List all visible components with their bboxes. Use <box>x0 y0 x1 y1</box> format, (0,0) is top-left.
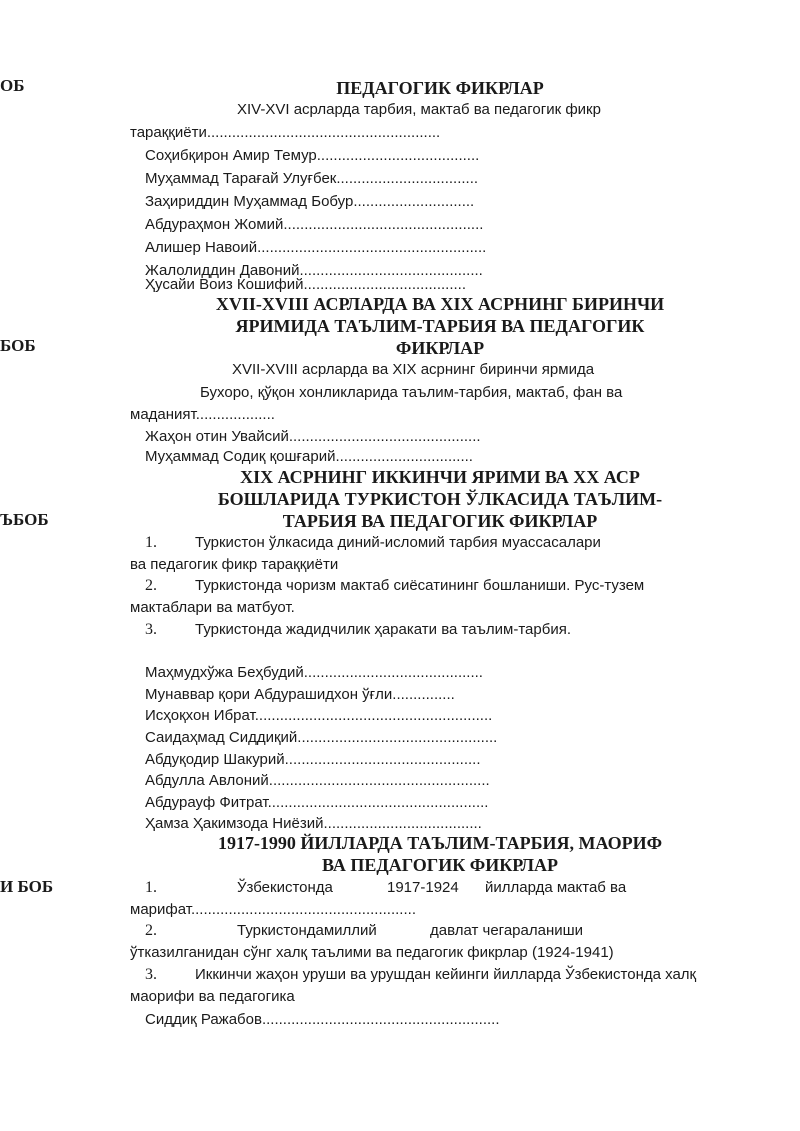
item-number: 2. <box>145 922 157 939</box>
toc-entry: Сиддиқ Ражабов......................................................... <box>145 1011 500 1028</box>
toc-entry: Абдураҳмон Жомий................................................ <box>145 216 484 233</box>
item-text: Ўзбекистонда <box>237 879 333 896</box>
item-text: Иккинчи жаҳон уруши ва урушдан кейинги йилларда Ўзбекистонда халқ <box>195 966 697 983</box>
toc-entry: Мунаввар қори Абдурашидхон ўғли............... <box>145 686 455 703</box>
item-number: 1. <box>145 534 157 551</box>
item-text: Туркистондамиллий <box>237 922 377 939</box>
toc-entry: Саидаҳмад Сиддиқий................................................ <box>145 729 498 746</box>
item-number: 3. <box>145 966 157 983</box>
subtitle-line: тараққиёти........................................................ <box>130 124 441 141</box>
item-number: 1. <box>145 879 157 896</box>
section-heading: ПЕДАГОГИК ФИКРЛАР <box>336 78 544 98</box>
toc-entry: Алишер Навоий....................................................... <box>145 239 487 256</box>
subtitle-line: XIV-XVI асрларда тарбия, мактаб ва педагогик фикр <box>237 101 601 118</box>
section-heading: XVII-XVIII АСРЛАРДА ВА XIX АСРНИНГ БИРИНЧИ <box>215 294 665 314</box>
chapter-label: БОБ <box>0 336 36 355</box>
item-text: марифат...................................................... <box>130 901 416 918</box>
toc-entry: Абдулла Авлоний..................................................... <box>145 772 490 789</box>
item-number: 3. <box>145 621 157 638</box>
toc-entry: Исҳоқхон Ибрат......................................................... <box>145 707 493 724</box>
chapter-label: ОБ <box>0 76 25 95</box>
section-heading: ФИКРЛАР <box>395 338 485 358</box>
toc-entry: Муҳаммад Тарағай Улуғбек.................................. <box>145 170 479 187</box>
section-heading: БОШЛАРИДА ТУРКИСТОН ЎЛКАСИДА ТАЪЛИМ- <box>217 489 663 509</box>
toc-entry: Абдуқодир Шакурий............................................... <box>145 751 481 768</box>
toc-entry: Жаҳон отин Увайсий.............................................. <box>145 428 481 445</box>
item-text: Туркистон ўлкасида диний-исломий тарбия муассасалари <box>195 534 601 551</box>
item-text: ва педагогик фикр тараққиёти <box>130 556 339 573</box>
item-text: мактаблари ва матбуот. <box>130 599 295 616</box>
item-text: ўтказилганидан сўнг халқ таълими ва педагогик фикрлар (1924-1941) <box>130 944 614 961</box>
item-text: давлат чегараланиши <box>430 922 584 939</box>
section-heading: ЯРИМИДА ТАЪЛИМ-ТАРБИЯ ВА ПЕДАГОГИК <box>235 316 645 336</box>
toc-entry: Маҳмудхўжа Беҳбудий........................................... <box>145 664 483 681</box>
section-heading: 1917-1990 ЙИЛЛАРДА ТАЪЛИМ-ТАРБИЯ, МАОРИФ <box>217 833 663 853</box>
toc-entry: Жалолиддин Давоний............................................ <box>145 262 483 279</box>
item-text: Туркистонда жадидчилик ҳаракати ва таълим-тарбия. <box>195 621 572 638</box>
subtitle-line: XVII-XVIII асрларда ва XIX асрнинг биринчи ярмида <box>232 361 595 378</box>
item-number: 2. <box>145 577 157 594</box>
toc-entry: Абдурауф Фитрат..................................................... <box>145 794 489 811</box>
section-heading: ТАРБИЯ ВА ПЕДАГОГИК ФИКРЛАР <box>282 511 598 531</box>
toc-entry: Ҳусайи Воиз Кошифий....................................... <box>145 276 466 293</box>
subtitle-line: Бухоро, қўқон хонликларида таълим-тарбия, мактаб, фан ва <box>200 384 623 401</box>
toc-entry: Муҳаммад Содиқ қошғарий................................. <box>145 448 473 465</box>
chapter-label: И БОБ <box>0 877 54 896</box>
chapter-label: ЪБОБ <box>0 510 49 529</box>
toc-entry: Соҳибқирон Амир Темур....................................... <box>145 147 480 164</box>
item-text: йилларда мактаб ва <box>485 879 627 896</box>
subtitle-line: маданият................... <box>130 406 275 423</box>
toc-entry: Заҳириддин Муҳаммад Бобур............................. <box>145 193 475 210</box>
section-heading: ВА ПЕДАГОГИК ФИКРЛАР <box>322 855 558 875</box>
section-heading: XIX АСРНИНГ ИККИНЧИ ЯРИМИ ВА XX АСР <box>240 467 640 487</box>
toc-entry: Ҳамза Ҳакимзода Ниёзий...................................... <box>145 815 482 832</box>
item-text: 1917-1924 <box>387 879 459 896</box>
item-text: маорифи ва педагогика <box>130 988 295 1005</box>
item-text: Туркистонда чоризм мактаб сиёсатининг бошланиши. Рус-тузем <box>195 577 645 594</box>
